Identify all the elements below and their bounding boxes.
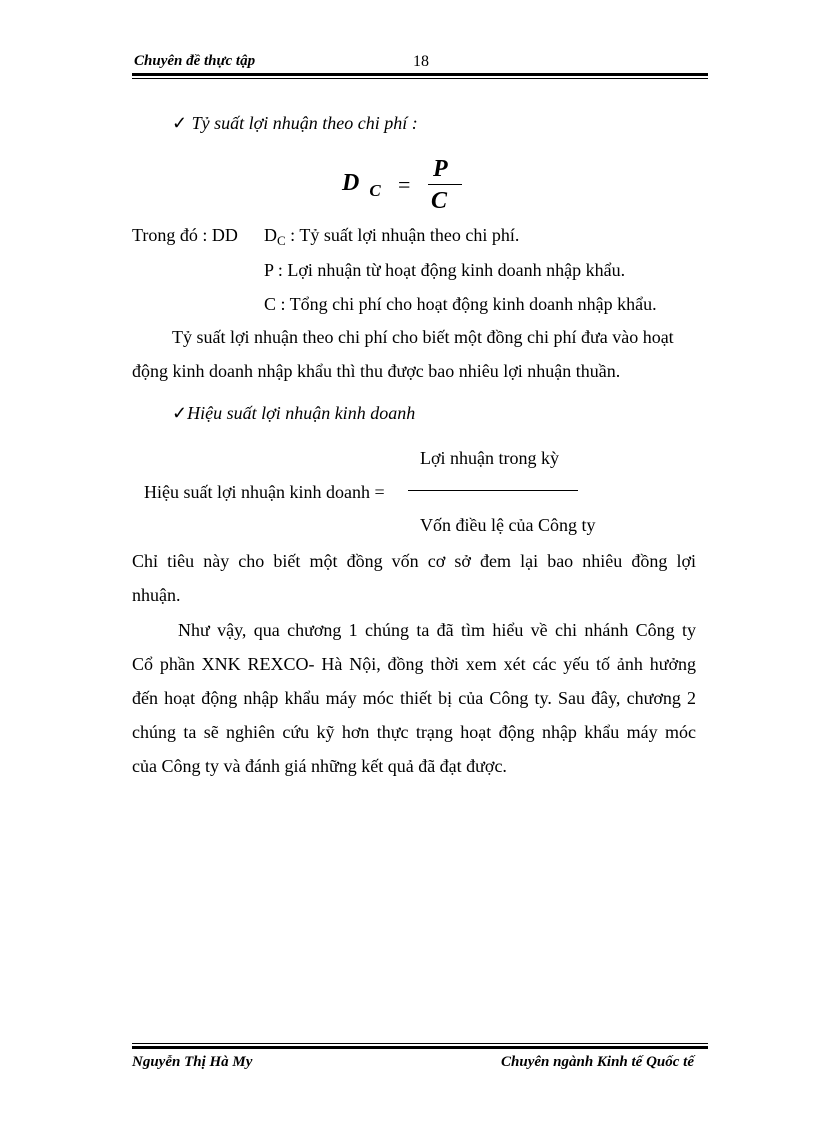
conclusion-line3: đến hoạt động nhập khẩu máy móc thiết bị của Công ty. Sau đây, chương 2 [132, 688, 696, 708]
footer-author: Nguyễn Thị Hà My [132, 1054, 253, 1070]
definition-c: C : Tổng chi phí cho hoạt động kinh doanh nhập khẩu. [264, 294, 657, 314]
check-mark-icon: ✓ [172, 403, 188, 423]
paragraph1-line2: động kinh doanh nhập khẩu thì thu được bao nhiêu lợi nhuận thuần. [132, 361, 621, 381]
section1-heading-text: Tỷ suất lợi nhuận theo chi phí : [191, 113, 418, 133]
section2-heading [172, 403, 415, 424]
conclusion-line1: Như vậy, qua chương 1 chúng ta đã tìm hiểu về chi nhánh Công ty [178, 620, 696, 640]
definition-p: P : Lợi nhuận từ hoạt động kinh doanh nhập khẩu. [264, 260, 626, 280]
footer-major: Chuyên ngành Kinh tế Quốc tế [501, 1054, 694, 1070]
formula2-numerator: Lợi nhuận trong kỳ [420, 448, 559, 468]
footer-rule-thin [132, 1043, 708, 1044]
paragraph1-line1: Tỷ suất lợi nhuận theo chi phí cho biết một đồng chi phí đưa vào hoạt [172, 327, 674, 347]
formula-lhs: D $_C$ [342, 170, 381, 200]
footer-rule-thick [132, 1046, 708, 1049]
check-mark-icon: ✓ [172, 113, 188, 133]
formula-numerator: P [433, 156, 448, 182]
formula-fraction-line [428, 184, 462, 185]
header-title: Chuyên đề thực tập [134, 53, 256, 69]
conclusion-paragraph [132, 613, 696, 783]
paragraph2 [132, 544, 696, 612]
formula-denominator: C [431, 188, 448, 214]
formula2-denominator: Vốn điều lệ của Công ty [420, 515, 596, 535]
header-rule-thick [132, 73, 708, 76]
conclusion-line2: Cổ phần XNK REXCO- Hà Nội, đồng thời xem xét các yếu tố ảnh hưởng [132, 654, 696, 674]
conclusion-line4: chúng ta sẽ nghiên cứu kỹ hơn thực trạng hoạt động nhập khẩu máy móc [132, 722, 696, 742]
paragraph2-line1: Chỉ tiêu này cho biết một đồng vốn cơ sở đem lại bao nhiêu đồng lợi [132, 551, 696, 571]
page-number: 18 [413, 53, 429, 70]
conclusion-line5: của Công ty và đánh giá những kết quả đã đạt được. [132, 756, 507, 776]
formula2-fraction-line [408, 490, 578, 491]
definition-dc: $D_C$ : Tỷ suất lợi nhuận theo chi phí. [264, 225, 520, 248]
formula2-lhs: Hiệu suất lợi nhuận kinh doanh = [144, 482, 385, 502]
section1-heading [172, 113, 418, 134]
header-rule-thin [132, 78, 708, 79]
formula-equals: = [398, 172, 411, 197]
section2-heading-text: Hiệu suất lợi nhuận kinh doanh [187, 403, 416, 423]
paragraph2-line2: nhuận. [132, 585, 181, 605]
definitions-intro: Trong đó : DD [132, 225, 238, 245]
